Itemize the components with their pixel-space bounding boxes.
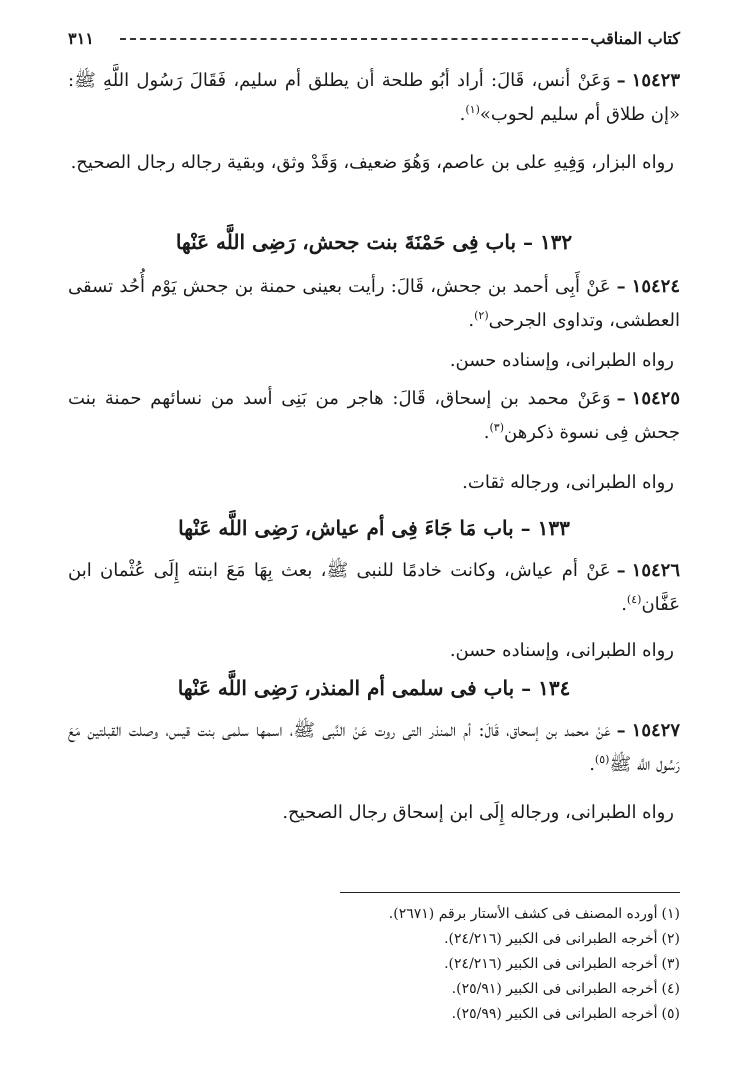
hadith-number: ١٥٤٢٣ xyxy=(631,70,680,91)
header-rule xyxy=(120,38,588,40)
hadith-end: . xyxy=(468,310,475,331)
hadith-text: وَعَنْ محمد بن إسحاق، قَالَ: هاجر من بَنِى أسد من نسائهم حمنة بنت جحش فِى نسوة ذكرهن xyxy=(68,388,680,443)
hadith-entry xyxy=(68,64,680,132)
footnote-number: (١) xyxy=(661,906,680,922)
narration-text: رواه البزار، وَفِيهِ على بن عاصم، وَهُوَ ضعيف، وَقَدْ وثق، وبقية رجاله رجال الصحيح. xyxy=(70,152,674,173)
footnote-item xyxy=(68,1002,680,1027)
hadith-dash: – xyxy=(616,720,626,741)
hadith-end: . xyxy=(459,104,466,125)
footnote-ref[interactable]: (٣) xyxy=(489,421,505,434)
hadith-number: ١٥٤٢٦ xyxy=(631,560,680,581)
hadith-end: . xyxy=(621,594,627,615)
footnote-number: (٥) xyxy=(661,1006,680,1022)
footnote-separator xyxy=(340,892,680,893)
footnote-ref[interactable]: (٢) xyxy=(474,309,489,322)
hadith-number: ١٥٤٢٧ xyxy=(631,720,680,741)
hadith-text: عَنْ أم عياش، وكانت خادمًا للنبى ﷺ، بعث بِهَا مَعَ ابنته إِلَى عُثْمان ابن عَفَّان xyxy=(68,560,680,615)
footnote-ref[interactable]: (٤) xyxy=(626,593,642,606)
footnote-text: أخرجه الطبرانى فى الكبير (٢٥/٩١). xyxy=(451,981,658,997)
narration-note xyxy=(68,634,680,668)
footnote-item xyxy=(68,977,680,1002)
hadith-dash: – xyxy=(616,70,626,91)
page-header xyxy=(68,24,680,54)
hadith-end: . xyxy=(483,422,490,443)
narration-text: رواه الطبرانى، ورجاله إِلَى ابن إسحاق رجال الصحيح. xyxy=(282,802,674,823)
running-title: كتاب المناقب xyxy=(590,29,680,48)
footnote-item xyxy=(68,902,680,927)
footnote-text: أورده المصنف فى كشف الأستار برقم (٢٦٧١). xyxy=(388,906,658,922)
book-page xyxy=(68,24,680,1064)
narration-note xyxy=(68,796,680,830)
footnote-item xyxy=(68,952,680,977)
narration-note xyxy=(68,466,680,500)
hadith-dash: – xyxy=(616,276,626,297)
footnote-number: (٤) xyxy=(661,981,680,997)
hadith-entry xyxy=(68,714,680,782)
hadith-text: عَنْ أَبِى أحمد بن جحش، قَالَ: رأيت بعينى حمنة بن جحش يَوْم أُحُد تسقى العطشى، وتداوى الجرحى xyxy=(68,276,680,331)
footnote-number: (٢) xyxy=(661,931,680,947)
footnote-text: أخرجه الطبرانى فى الكبير (٢٤/٢١٦). xyxy=(444,931,658,947)
hadith-entry xyxy=(68,270,680,338)
narration-note xyxy=(68,146,680,180)
hadith-text: عَنْ محمد بن إسحاق، قَالَ: أم المنذر التى روت عَنْ النَّبى ﷺ، اسمها سلمى بنت قيس، وصلت القبلتين مَعَ رَسُول اللَّه ﷺ xyxy=(68,720,680,775)
chapter-heading: ١٣٤ – باب فى سلمى أم المنذر، رَضِى اللَّه عَنْها xyxy=(177,676,571,700)
footnote-ref[interactable]: (١) xyxy=(465,103,480,116)
hadith-entry xyxy=(68,382,680,450)
footnote-text: أخرجه الطبرانى فى الكبير (٢٤/٢١٦). xyxy=(444,956,658,972)
narration-text: رواه الطبرانى، وإسناده حسن. xyxy=(449,640,674,661)
chapter-heading: ١٣٢ – باب فِى حَمْنَةَ بنت جحش، رَضِى اللَّه عَنْها xyxy=(175,230,573,254)
hadith-dash: – xyxy=(616,388,626,409)
hadith-text: وَعَنْ أنس، قَالَ: أراد أبُو طلحة أن يطلق أم سليم، فَقَالَ رَسُول اللَّهِ ﷺ: «إن طلاق أم سليم لحوب» xyxy=(68,70,680,125)
hadith-dash: – xyxy=(616,560,626,581)
footnotes-section xyxy=(68,902,680,1027)
page-number: ٣١١ xyxy=(68,29,94,48)
hadith-entry xyxy=(68,554,680,622)
hadith-number: ١٥٤٢٥ xyxy=(631,388,680,409)
narration-text: رواه الطبرانى، ورجاله ثقات. xyxy=(462,472,674,493)
chapter-heading: ١٣٣ – باب مَا جَاءَ فِى أم عياش، رَضِى اللَّه عَنْها xyxy=(178,516,570,540)
footnote-number: (٣) xyxy=(661,956,680,972)
footnote-text: أخرجه الطبرانى فى الكبير (٢٥/٩٩). xyxy=(451,1006,658,1022)
hadith-number: ١٥٤٢٤ xyxy=(631,276,680,297)
narration-text: رواه الطبرانى، وإسناده حسن. xyxy=(449,350,674,371)
hadith-end: . xyxy=(589,754,595,775)
footnote-ref[interactable]: (٥) xyxy=(594,753,610,766)
footnote-item xyxy=(68,927,680,952)
narration-note xyxy=(68,344,680,378)
